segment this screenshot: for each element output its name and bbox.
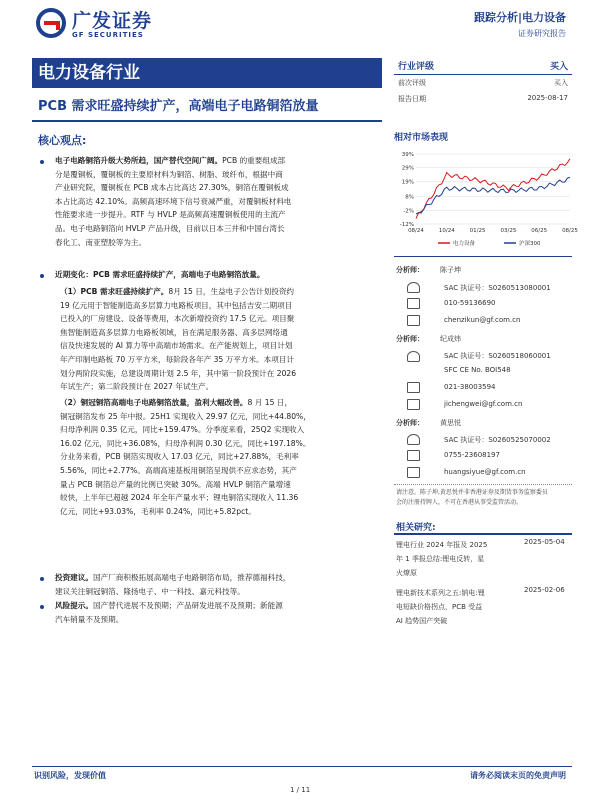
p1-line: 性能要求进一步提升。RTF 与 HVLP 是高频高速覆铜板使用的主流产 — [55, 210, 286, 220]
analyst-phone: 0755-23608197 — [444, 451, 500, 459]
gf-logo-icon — [36, 8, 66, 38]
related-line: 电短缺价格拐点，PCB 受益 — [396, 603, 483, 611]
analyst-name: 纪成炜 — [440, 335, 461, 343]
analyst-name: 陈子坤 — [440, 266, 461, 274]
analyst-name: 黄思悦 — [440, 419, 461, 427]
p5-line: 国产厂商积极拓展高端电子电路铜箔布局，推荐德福科技， — [92, 573, 291, 582]
core-para-1 — [55, 154, 380, 249]
core-para-4 — [60, 396, 380, 518]
analyst-sfc: SFC CE No. BOI548 — [444, 366, 511, 374]
prev-rating-row — [394, 78, 572, 92]
phone-icon — [407, 382, 420, 393]
notice-divider — [394, 484, 572, 486]
x-tick-label: 06/25 — [531, 228, 548, 234]
related-divider — [394, 533, 572, 535]
p4-line: 较快，上半年已超越 2024 年全年产量水平；锂电铜箔实现收入 11.36 — [60, 493, 299, 503]
p1-line: 本占比高达 42.10%。高频高速环境下信号衰减严重，对覆铜板材料电 — [55, 196, 292, 206]
bullet-icon — [40, 577, 44, 581]
prev-rating-value: 买入 — [554, 79, 568, 87]
rating-value: 买入 — [549, 62, 568, 72]
notice-line: 会的注册持牌人，不可在香港从事受监管活动。 — [396, 499, 523, 506]
analyst-email[interactable]: chenzikun@gf.com.cn — [444, 316, 521, 324]
p2-lead: 近期变化：PCB 需求旺盛持续扩产，高端电子电路铜箔放量。 — [55, 270, 265, 279]
x-tick-label: 03/25 — [500, 228, 517, 234]
p4-line: 铜冠铜箔发布 25 年中报。25H1 实现收入 29.97 亿元，同比+44.80%， — [60, 411, 311, 421]
p3-line: 19 亿元用于智能制造高多层算力电路板项目，其中包括吉安二期项目 — [60, 300, 293, 310]
y-tick-label: -2% — [403, 208, 414, 215]
company-logo — [36, 6, 186, 46]
p3-line: 焦智能制造高多层算力电路板领域，旨在满足服务器、高多层网络通 — [60, 327, 288, 337]
x-tick-label: 08/25 — [562, 228, 578, 234]
analyst-cert: SAC 执证号：S0260513080001 — [444, 284, 551, 292]
page-number: 1 / 11 — [290, 786, 311, 794]
p3-line: 年试生产；第二阶段预计在 2027 年试生产。 — [60, 382, 214, 392]
y-tick-label: 8% — [405, 194, 414, 201]
analyst-phone: 021-38003594 — [444, 383, 496, 391]
x-tick-label: 10/24 — [438, 228, 455, 234]
p1-line: 分是覆铜板，覆铜板的主要原材料为铜箔、树脂、玻纤布，根据中商 — [55, 169, 283, 179]
core-title: 核心观点: — [38, 134, 87, 147]
p4-line: 8 月 15 日， — [247, 398, 293, 407]
core-para-6 — [55, 599, 380, 626]
p3-lead: （1）PCB 需求旺盛持续扩产。 — [60, 287, 169, 296]
analyst-label: 分析师： — [396, 335, 424, 343]
prev-rating-label: 前次评级 — [398, 79, 426, 87]
footer-slogan: 识别风险，发现价值 — [34, 771, 106, 780]
p4-line: 16.02 亿元，同比+36.08%，归母净利润 0.30 亿元，同比+197.18%。 — [60, 438, 311, 448]
analyst-cert: SAC 执证号：S0260525070002 — [444, 436, 551, 444]
p4-line: 量占 PCB 铜箔总产量的比例已突破 30%。高端 HVLP 铜箔产量增速 — [60, 479, 291, 489]
bullet-icon — [40, 160, 44, 164]
analyst-label: 分析师： — [396, 419, 424, 427]
related-line: 锂电新技术系列之五:钠电:锂 — [396, 589, 485, 597]
x-tick-label: 01/25 — [469, 228, 486, 234]
id-card-icon — [407, 282, 420, 293]
p3-line: 划分两阶段实施，总建设周期计划 2.5 年，其中第一阶段预计在 2026 — [60, 368, 297, 378]
analyst-email[interactable]: jichengwei@gf.com.cn — [444, 400, 523, 408]
core-para-5 — [55, 571, 380, 598]
phone-icon — [407, 450, 420, 461]
core-para-3 — [60, 285, 380, 394]
related-line: 锂电行业 2024 年报及 2025 — [396, 541, 488, 549]
rating-header — [394, 58, 572, 75]
related-line: 火燎原 — [396, 569, 417, 577]
bullet-icon — [40, 274, 44, 278]
y-tick-label: 29% — [401, 165, 414, 172]
related-item[interactable] — [396, 538, 487, 580]
p4-line: 亿元，同比+93.03%，毛利率 0.24%，同比+5.82pct。 — [60, 506, 256, 516]
title-divider — [32, 120, 382, 122]
footer-divider — [32, 766, 572, 767]
email-icon — [407, 467, 420, 478]
report-date-value: 2025-08-17 — [527, 94, 568, 102]
related-date: 2025-02-06 — [524, 586, 565, 594]
related-title: 相关研究: — [396, 523, 436, 533]
report-category: 证券研究报告 — [518, 29, 566, 38]
email-icon — [407, 399, 420, 410]
p1-line: PCB 的重要组成部 — [222, 156, 286, 165]
p6-lead: 风险提示。 — [55, 601, 93, 610]
related-line: 年 1 季报总结:锂电反转，星 — [396, 555, 485, 563]
p4-line: 归母净利润 0.35 亿元，同比+159.47%。分季度来看，25Q2 实现收入 — [60, 425, 305, 435]
p1-line: 产业研究院，覆铜板在 PCB 成本占比高达 27.30%，铜箔在覆铜板成 — [55, 183, 289, 193]
p1-lead: 电子电路铜箔升级大势所趋，国产替代空间广阔。 — [55, 156, 223, 165]
p4-lead: （2）铜冠铜箔高端电子电路铜箔放量，盈利大幅改善。 — [60, 398, 248, 407]
p1-line: 品。电子电路铜箔向 HVLP 产品升级，目前以日本三井和中国台湾长 — [55, 223, 285, 233]
analyst-divider — [394, 256, 572, 257]
p4-line: 5.56%，同比+2.77%。高端高速基板用铜箔呈现供不应求态势，其产 — [60, 465, 297, 475]
core-para-2 — [55, 268, 380, 282]
p3-line: 信及快速发展的 AI 算力等中高端市场需求。在产能规划上，项目计划 — [60, 341, 293, 351]
p5-line: 建议关注铜冠铜箔、隆扬电子、中一科技、嘉元科技等。 — [55, 586, 245, 596]
report-date-row — [394, 94, 572, 108]
notice-line: 请注意，陈子坤,黄思悦并非香港证券及期货事务监察委员 — [396, 489, 548, 496]
logo-text-en: GF SECURITIES — [72, 31, 144, 39]
legend-label: 沪深300 — [519, 241, 541, 247]
x-tick-label: 08/24 — [408, 228, 424, 234]
market-chart — [394, 148, 578, 248]
p4-line: 分业务来看，PCB 铜箔实现收入 17.03 亿元，同比+27.88%，毛利率 — [60, 452, 299, 462]
email-icon — [407, 315, 420, 326]
related-item[interactable] — [396, 586, 485, 628]
p3-line: 8月 15 日，生益电子公告计划投资约 — [168, 287, 295, 296]
bullet-icon — [40, 605, 44, 609]
analyst-cert: SAC 执证号：S0260518060001 — [444, 352, 551, 360]
id-card-icon — [407, 434, 420, 445]
p3-line: 已投入的厂房建设、设备等费用，本次新增投资约 17.5 亿元。项目聚 — [60, 314, 295, 324]
related-line: AI 趋势国产突破 — [396, 617, 448, 625]
report-type: 跟踪分析|电力设备 — [473, 11, 566, 24]
y-tick-label: -12% — [399, 222, 414, 228]
disclaimer-link[interactable]: 请务必阅读末页的免责声明 — [470, 771, 566, 780]
p1-line: 春化工、南亚塑胶等为主。 — [55, 237, 147, 247]
y-tick-label: 19% — [401, 179, 414, 186]
report-date-label: 报告日期 — [398, 95, 426, 103]
analyst-label: 分析师： — [396, 266, 424, 274]
phone-icon — [407, 298, 420, 309]
legend-label: 电力设备 — [453, 241, 476, 247]
y-tick-label: 39% — [401, 152, 414, 158]
p6-line: 汽车销量不及预期。 — [55, 614, 124, 624]
logo-text-cn: 广发证券 — [72, 10, 153, 32]
report-subtitle: PCB 需求旺盛持续扩产，高端电子电路铜箔放量 — [38, 99, 319, 114]
analyst-phone: 010-59136690 — [444, 299, 496, 307]
id-card-icon — [407, 351, 420, 362]
market-title: 相对市场表现 — [394, 133, 449, 143]
related-date: 2025-05-04 — [524, 538, 565, 546]
p5-lead: 投资建议。 — [55, 573, 93, 582]
p3-line: 年产印制电路板 70 万平方米，每阶段各年产 35 万平方米。本项目计 — [60, 354, 295, 364]
analyst-email[interactable]: huangsiyue@gf.com.cn — [444, 468, 526, 476]
rating-title: 行业评级 — [398, 62, 435, 72]
industry-banner: 电力设备行业 — [32, 58, 382, 88]
analyst-notice — [396, 488, 548, 508]
p6-line: 国产替代进展不及预期；产品研发进展不及预期；新能源 — [92, 601, 283, 610]
